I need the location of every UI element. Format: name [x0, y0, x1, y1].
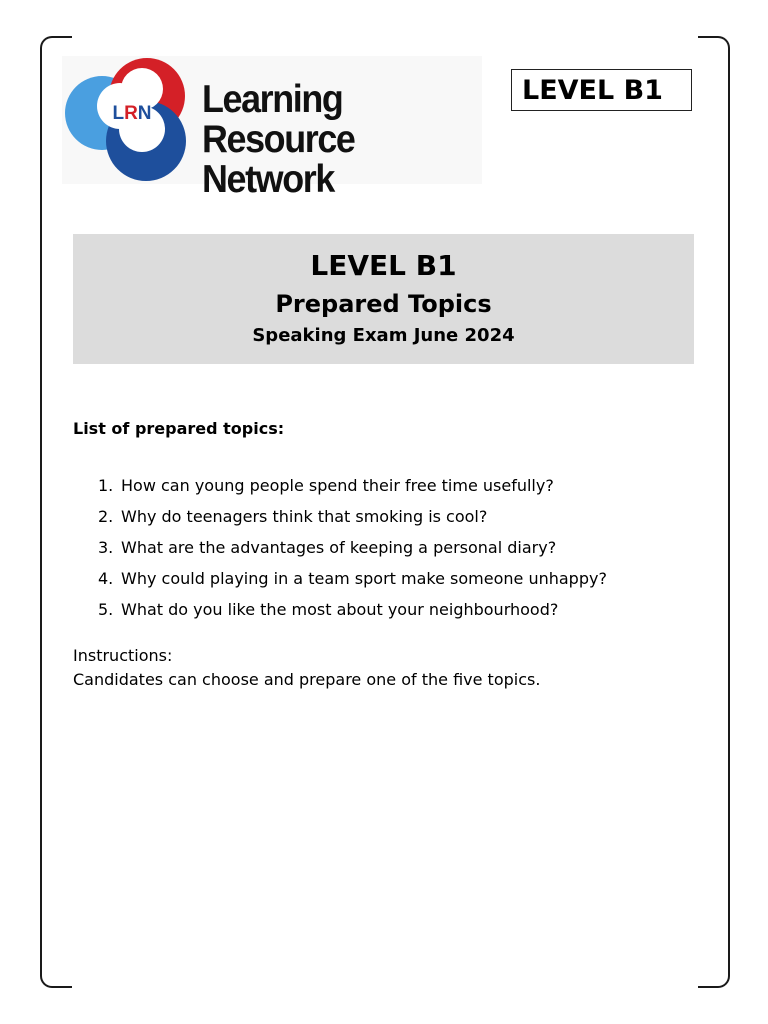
logo-line-2: Resource Network: [202, 118, 355, 201]
banner-subtitle: Speaking Exam June 2024: [252, 325, 515, 346]
topic-text: How can young people spend their free time usefully?: [121, 476, 554, 495]
topic-text: Why do teenagers think that smoking is cool?: [121, 507, 488, 526]
topic-number: 5.: [98, 600, 114, 619]
page-border-right: [698, 36, 730, 988]
topic-number: 4.: [98, 569, 114, 588]
topics-list: [98, 470, 607, 625]
lrn-logo: [62, 56, 482, 201]
lrn-logo-icon: [62, 56, 192, 184]
banner-level: LEVEL B1: [310, 249, 457, 282]
list-item: [98, 563, 607, 594]
logo-line-1: Learning: [202, 78, 343, 121]
topic-number: 2.: [98, 507, 114, 526]
topic-number: 3.: [98, 538, 114, 557]
title-banner: [73, 234, 694, 364]
list-item: [98, 594, 607, 625]
topic-text: What do you like the most about your neighbourhood?: [121, 600, 559, 619]
topics-heading: List of prepared topics:: [73, 419, 285, 438]
banner-title: Prepared Topics: [275, 290, 492, 318]
topic-number: 1.: [98, 476, 114, 495]
instructions-label: Instructions:: [73, 646, 173, 665]
topic-text: What are the advantages of keeping a personal diary?: [121, 538, 557, 557]
instructions-text: Candidates can choose and prepare one of the five topics.: [73, 670, 541, 689]
list-item: [98, 470, 607, 501]
logo-monogram: LRN: [112, 103, 152, 124]
list-item: [98, 532, 607, 563]
logo-wordmark: [202, 80, 460, 200]
level-badge: LEVEL B1: [511, 69, 692, 111]
topic-text: Why could playing in a team sport make someone unhappy?: [121, 569, 607, 588]
list-item: [98, 501, 607, 532]
